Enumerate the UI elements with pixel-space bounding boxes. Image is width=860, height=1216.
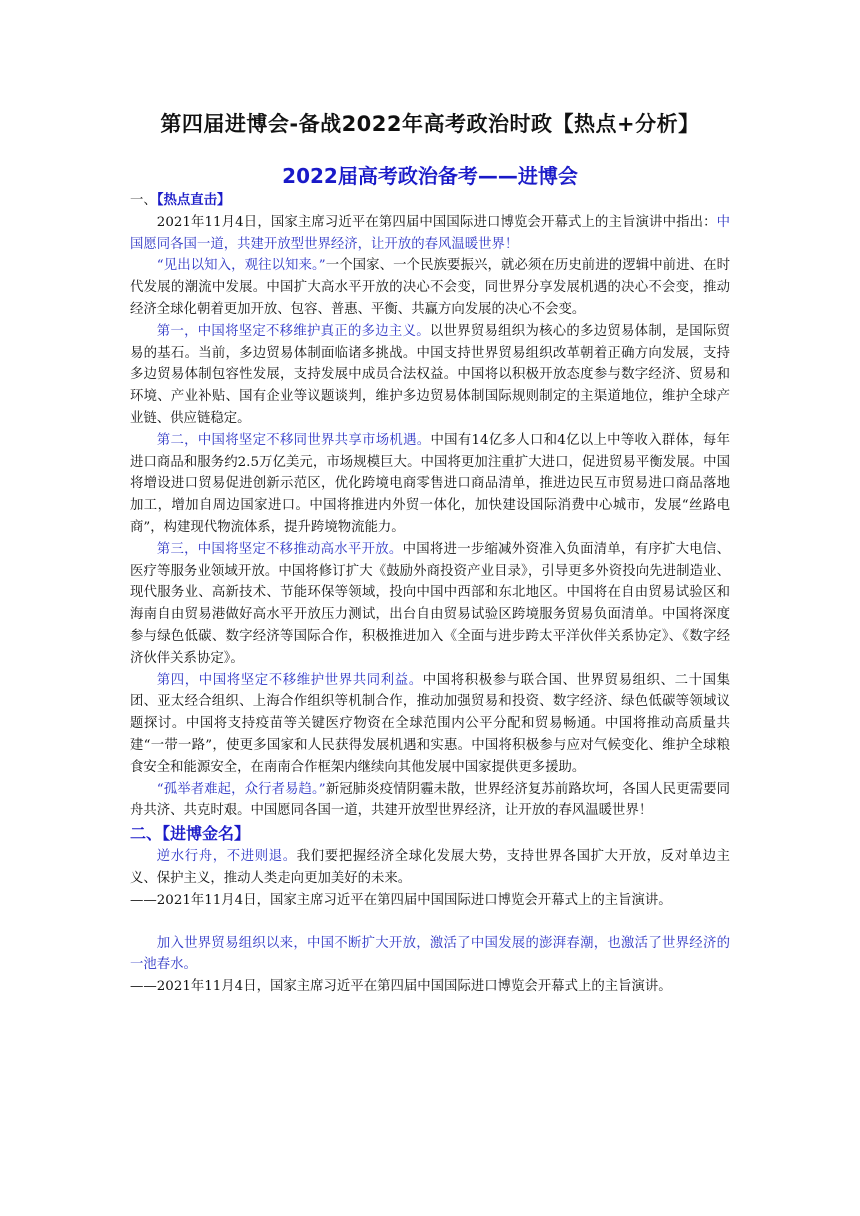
quote-2-source: ——2021年11月4日，国家主席习近平在第四届中国国际进口博览会开幕式上的主旨演讲。	[130, 979, 672, 995]
document-subtitle: 2022届高考政治备考——进博会	[282, 164, 578, 188]
paragraph-7	[130, 779, 730, 823]
paragraph-2-highlight: “见出以知入，观往以知来。”	[156, 258, 326, 274]
paragraph-6-text: 中国将积极参与联合国、世界贸易组织、二十国集团、亚太经合组织、上海合作组织等机制合作，推动加强贸易和投资、数字经济、绿色低碳等领域议题探讨。中国将支持疫苗等关键医疗物资在全球范围内公平分配和贸易畅通。中国将推动高质量共建“一带一路”，使更多国家和人民获得发展机遇和实惠。中国将积极参与应对气候变化、维护全球粮食安全和能源安全，在南南合作框架内继续向其他发展中国家提供更多援助。	[130, 672, 731, 775]
paragraph-4-highlight: 第二，中国将坚定不移同世界共享市场机遇。	[156, 432, 431, 448]
paragraph-4	[130, 430, 730, 539]
quote-1-text: 我们要把握经济全球化发展大势，支持世界各国扩大开放，反对单边主义、保护主义，推动人类走向更加美好的未来。	[130, 849, 730, 886]
section2-heading: 二、【进博金名】	[130, 824, 251, 844]
quote-1-source: ——2021年11月4日，国家主席习近平在第四届中国国际进口博览会开幕式上的主旨演讲。	[130, 892, 672, 908]
quote-1-highlight: 逆水行舟，不进则退。	[156, 849, 297, 865]
paragraph-3	[130, 321, 730, 430]
spacer	[130, 912, 730, 933]
section1-prefix: 一、	[130, 193, 157, 208]
paragraph-5-highlight: 第三，中国将坚定不移推动高水平开放。	[156, 541, 403, 557]
quote-2: 加入世界贸易组织以来，中国不断扩大开放，激活了中国发展的澎湃春潮，也激活了世界经济的一池春水。	[130, 935, 730, 973]
section1-heading	[130, 190, 730, 212]
paragraph-5-text: 中国将进一步缩减外资准入负面清单，有序扩大电信、医疗等服务业领域开放。中国将修订扩大《鼓励外商投资产业目录》，引导更多外资投向先进制造业、现代服务业、高新技术、节能环保等领域，投向中国中西部和东北地区。中国将在自由贸易试验区和海南自由贸易港做好高水平开放压力测试，出台自由贸易试验区跨境服务贸易负面清单。中国将深度参与绿色低碳、数字经济等国际合作，积极推进加入《全面与进步跨太平洋伙伴关系协定》、《数字经济伙伴关系协定》。	[130, 541, 731, 666]
paragraph-7-highlight: “孤举者难起，众行者易趋。”	[156, 781, 326, 797]
paragraph-6	[130, 670, 730, 779]
paragraph-7-text: 新冠肺炎疫情阴霾未散，世界经济复苏前路坎坷，各国人民更需要同舟共济、共克时艰。中国愿同各国一道，共建开放型世界经济，让开放的春风温暖世界！	[130, 781, 730, 819]
paragraph-6-highlight: 第四，中国将坚定不移维护世界共同利益。	[156, 672, 423, 688]
paragraph-1-highlight: 中国愿同各国一道，共建开放型世界经济，让开放的春风温暖世界！	[130, 214, 730, 252]
paragraph-1	[130, 212, 730, 256]
paragraph-3-text: 以世界贸易组织为核心的多边贸易体制，是国际贸易的基石。当前，多边贸易体制面临诸多挑战。中国支持世界贸易组织改革朝着正确方向发展，支持多边贸易体制包容性发展，支持发展中成员合法权益。中国将以积极开放态度参与数字经济、贸易和环境、产业补贴、国有企业等议题谈判，维护多边贸易体制国际规则制定的主渠道地位，维护全球产业链、供应链稳定。	[130, 323, 730, 426]
paragraph-2-text: 一个国家、一个民族要振兴，就必须在历史前进的逻辑中前进、在时代发展的潮流中发展。中国扩大高水平开放的决心不会变，同世界分享发展机遇的决心不会变，推动经济全球化朝着更加开放、包容、普惠、平衡、共赢方向发展的决心不会变。	[130, 258, 730, 317]
document-body	[130, 190, 730, 998]
document-title: 第四届进博会-备战2022年高考政治时政【热点+分析】	[160, 112, 700, 136]
paragraph-2	[130, 255, 730, 320]
paragraph-3-highlight: 第一，中国将坚定不移维护真正的多边主义。	[156, 323, 430, 339]
paragraph-4-text: 中国有14亿多人口和4亿以上中等收入群体，每年进口商品和服务约2.5万亿美元，市场规模巨大。中国将更加注重扩大进口，促进贸易平衡发展。中国将增设进口贸易促进创新示范区，优化跨境电商零售进口商品清单，推进边民互市贸易进口商品落地加工，增加自周边国家进口。中国将推进内外贸一体化，加快建设国际消费中心城市，发展“丝路电商”，构建现代物流体系，提升跨境物流能力。	[130, 432, 731, 535]
section1-heading-text: 【热点直击】	[156, 193, 231, 208]
paragraph-5	[130, 539, 730, 670]
paragraph-1-text: 2021年11月4日，国家主席习近平在第四届中国国际进口博览会开幕式上的主旨演讲中指出：	[156, 214, 717, 230]
quote-1	[130, 846, 730, 890]
